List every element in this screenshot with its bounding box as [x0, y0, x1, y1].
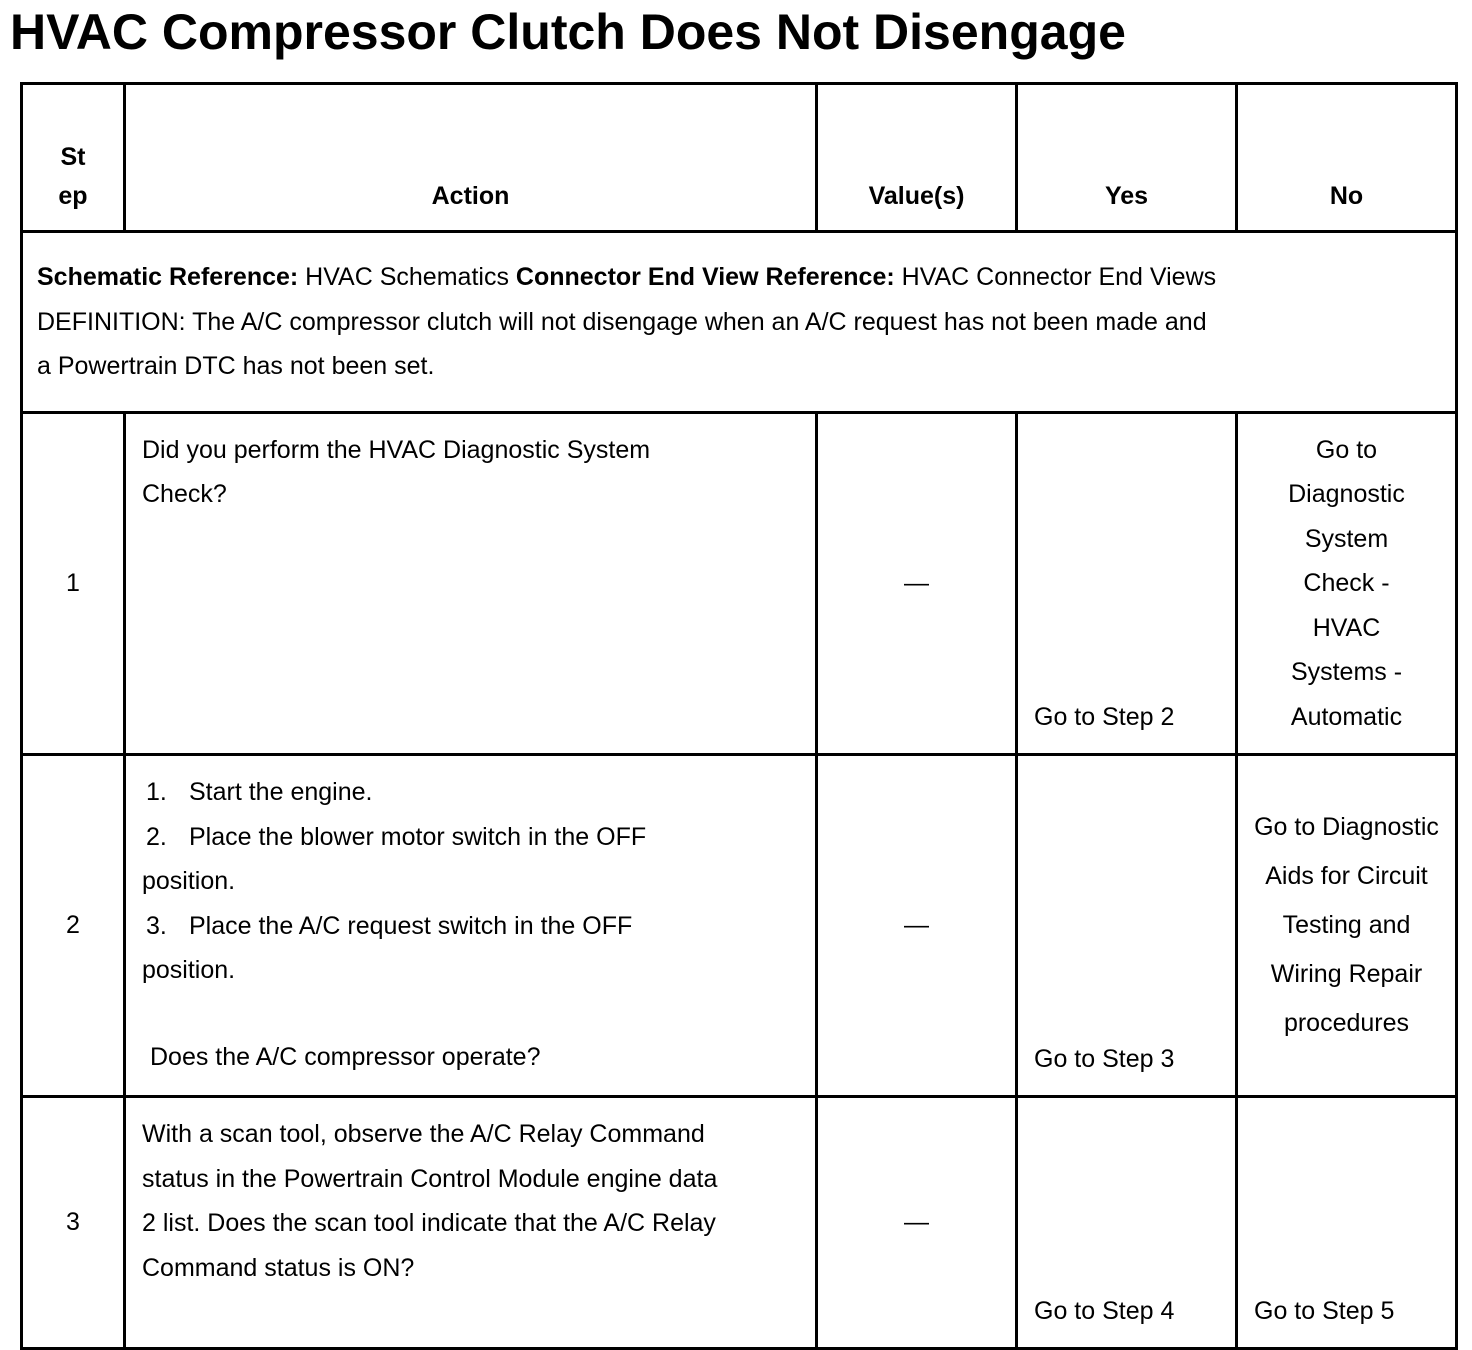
- table-row: [22, 1097, 1457, 1349]
- step-no-link[interactable]: Go to Diagnostic System Check - HVAC Systems - Automatic: [1237, 412, 1457, 755]
- step-no-link[interactable]: Go to Diagnostic Aids for Circuit Testing and Wiring Repair procedures: [1237, 755, 1457, 1097]
- step-action: Did you perform the HVAC Diagnostic System Check?: [125, 412, 817, 755]
- spacer: [142, 993, 705, 1035]
- table-row: [22, 755, 1457, 1097]
- list-item: 2. Place the blower motor switch in the OFF position.: [142, 822, 647, 895]
- connector-reference-link[interactable]: HVAC Connector End Views: [894, 263, 1217, 291]
- page-title: HVAC Compressor Clutch Does Not Disengage: [10, 4, 1126, 60]
- header-step-line1: St: [60, 143, 86, 171]
- schematic-reference-label: Schematic Reference:: [37, 263, 299, 291]
- diagnostic-table: [20, 82, 1458, 1350]
- step-value: —: [817, 412, 1017, 755]
- step-number: 1: [22, 412, 125, 755]
- header-yes: Yes: [1017, 84, 1237, 232]
- list-item: 1. Start the engine.: [146, 778, 373, 806]
- header-row: [22, 84, 1457, 232]
- header-action: Action: [125, 84, 817, 232]
- definition-line-1: DEFINITION: The A/C compressor clutch will not disengage when an A/C request has not been made and: [37, 307, 1207, 336]
- connector-reference-label: Connector End View Reference:: [515, 263, 895, 291]
- schematic-reference-link[interactable]: HVAC Schematics: [298, 263, 516, 291]
- step-no-link[interactable]: Go to Step 5: [1237, 1097, 1457, 1349]
- header-step: [22, 84, 125, 232]
- step-question: Does the A/C compressor operate?: [150, 1042, 541, 1071]
- step-number: 3: [22, 1097, 125, 1349]
- definition-line-2: a Powertrain DTC has not been set.: [37, 352, 435, 380]
- step-value: —: [817, 1097, 1017, 1349]
- step-yes-link[interactable]: Go to Step 2: [1017, 412, 1237, 755]
- reference-row: [22, 232, 1457, 413]
- step-number: 2: [22, 755, 125, 1097]
- step-action: With a scan tool, observe the A/C Relay Command status in the Powertrain Control Module engine data 2 list. Does the scan tool indicate that the A/C Relay Command status is ON?: [125, 1097, 817, 1349]
- list-item: 3. Place the A/C request switch in the OFF position.: [142, 911, 633, 984]
- reference-cell: [22, 232, 1457, 413]
- step-action: [125, 755, 817, 1097]
- step-value: —: [817, 755, 1017, 1097]
- step-yes-link[interactable]: Go to Step 4: [1017, 1097, 1237, 1349]
- header-values: Value(s): [817, 84, 1017, 232]
- table-row: [22, 412, 1457, 755]
- header-step-line2: ep: [58, 182, 88, 210]
- reference-line: [37, 255, 1441, 300]
- header-no: No: [1237, 84, 1457, 232]
- step-yes-link[interactable]: Go to Step 3: [1017, 755, 1237, 1097]
